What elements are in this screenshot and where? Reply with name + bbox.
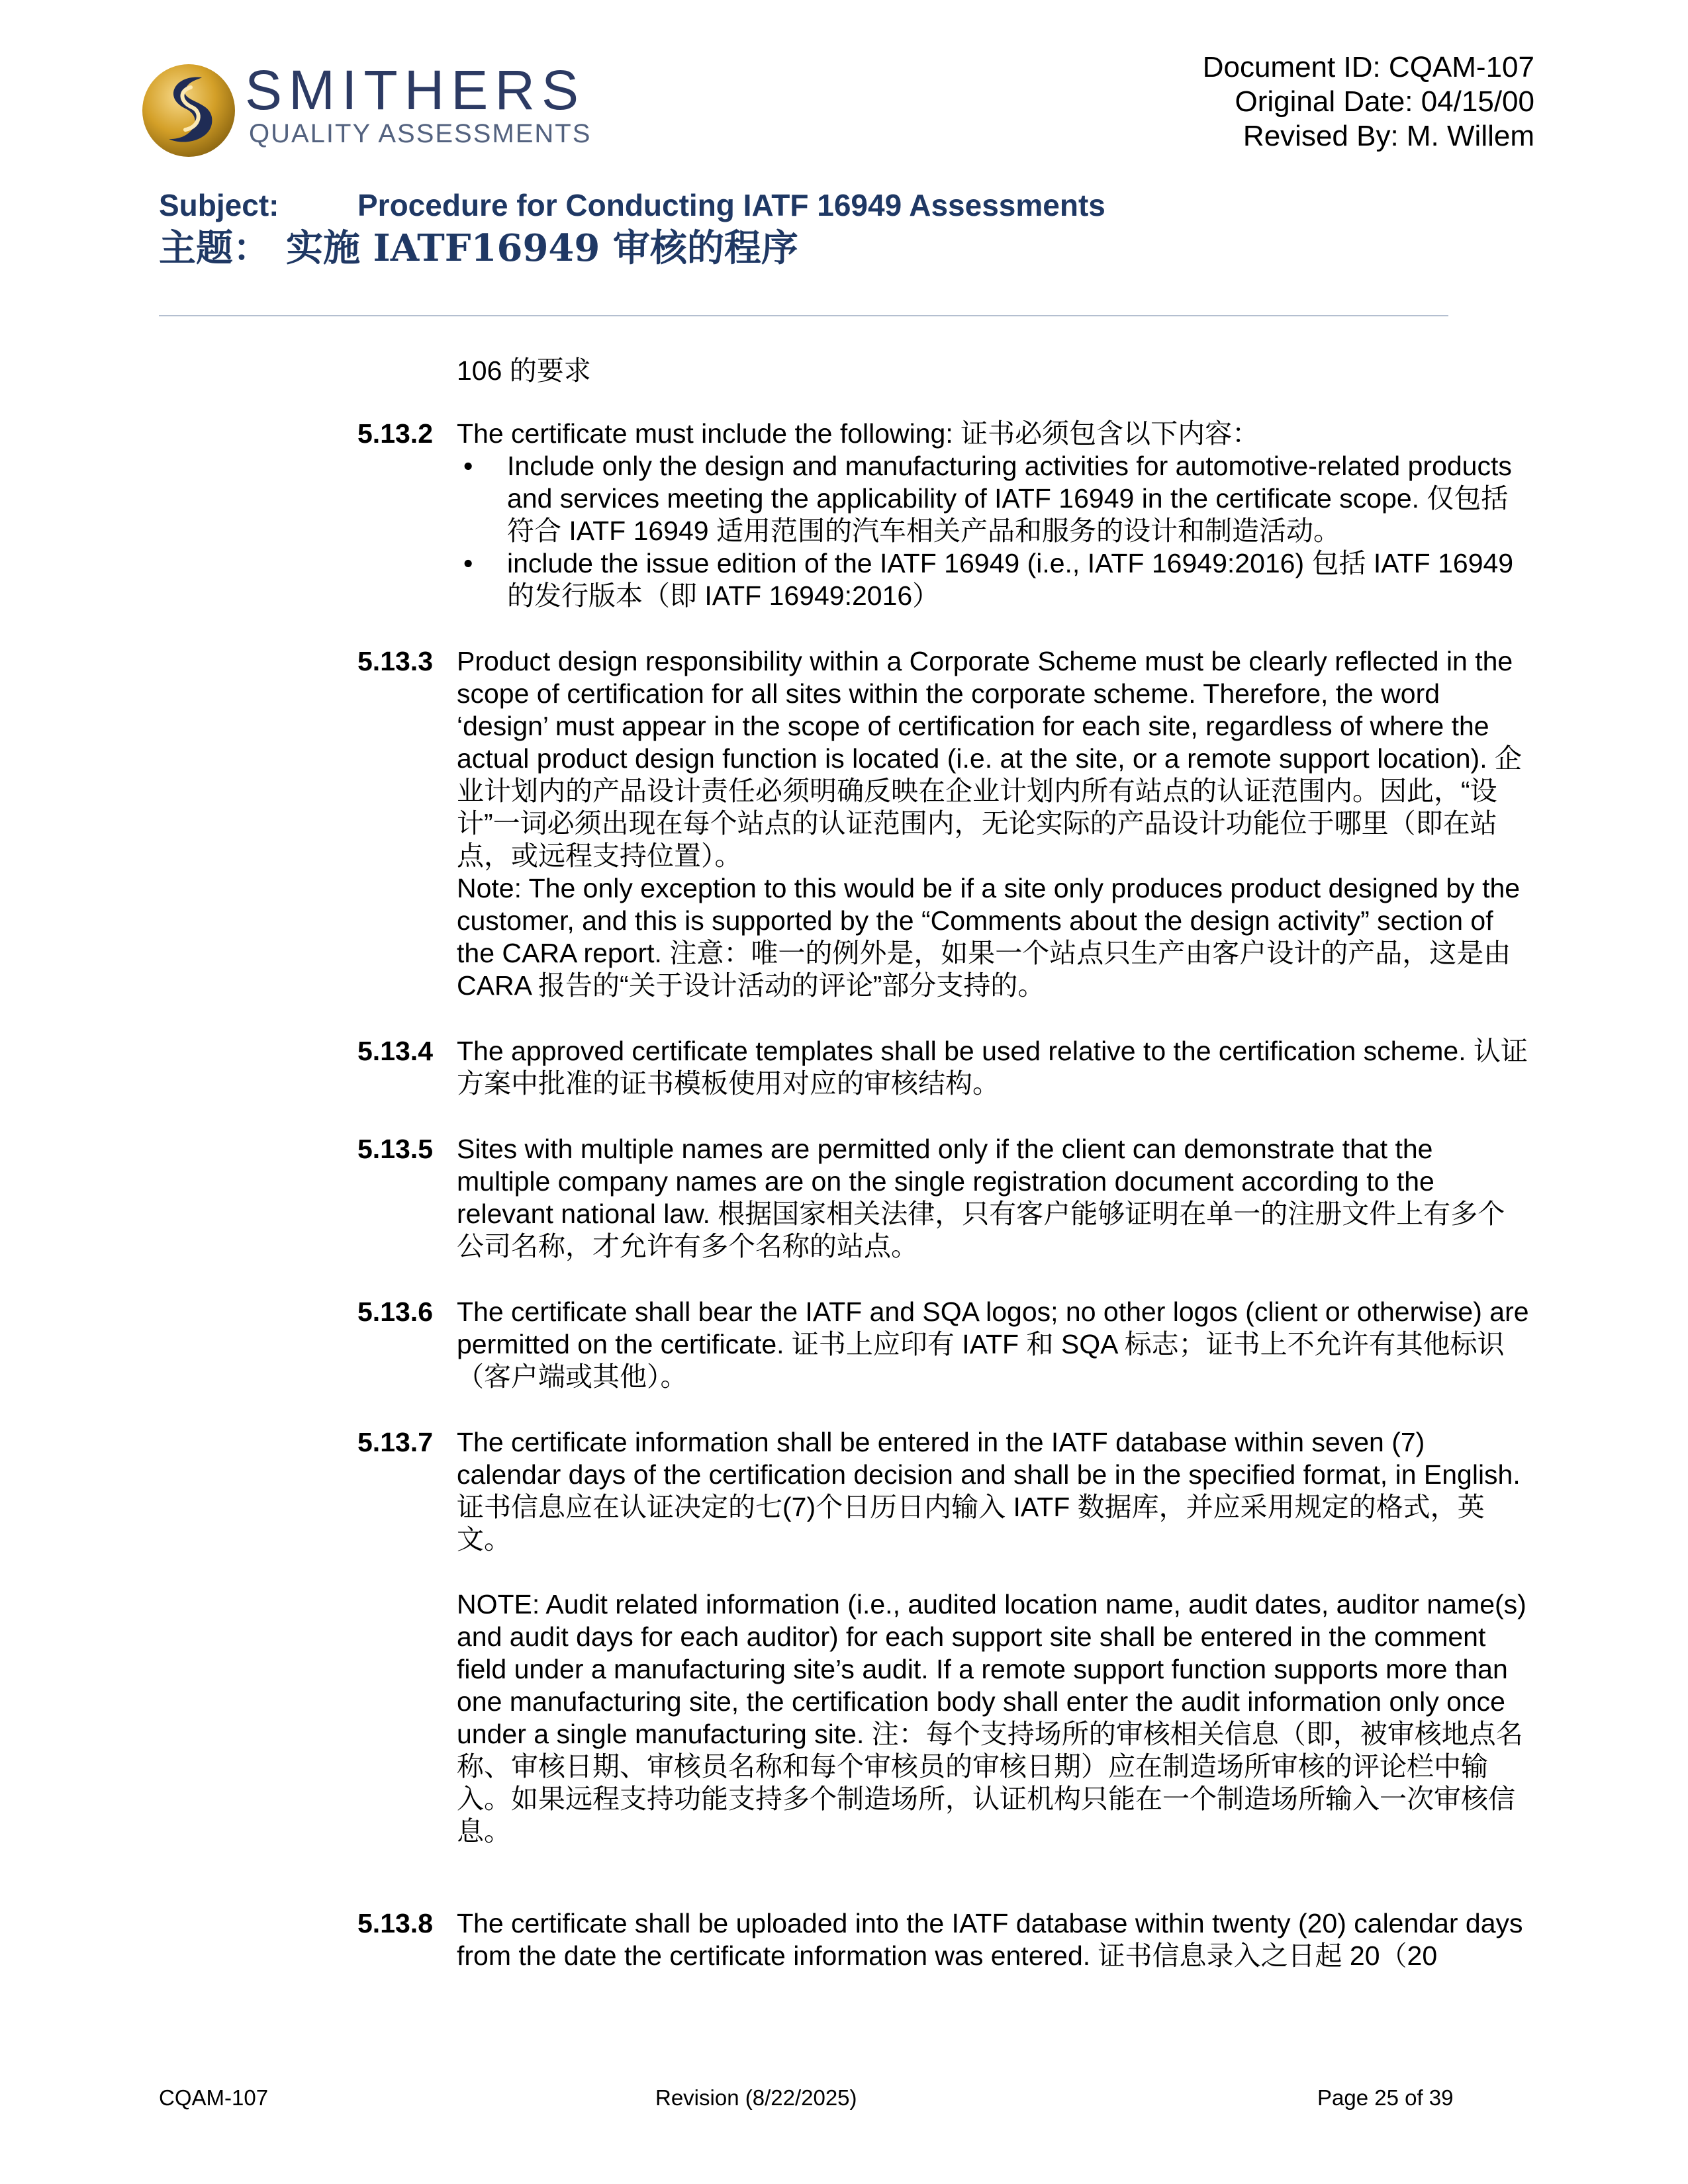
section-text: Sites with multiple names are permitted only if the client can demonstrate that the multiple company names are on the single registration document according to the relevant national law. 根据国家相关法律，只有客户能够证明在单一的注册文件上有多个公司名称，才允许有多个名称的站点。 xyxy=(457,1134,1505,1261)
document-id: Document ID: CQAM-107 xyxy=(1202,51,1534,83)
section-number: 5.13.8 xyxy=(357,1908,433,1938)
section-5-13-3 xyxy=(357,645,1529,1002)
section-5-13-5 xyxy=(357,1133,1529,1263)
section-number: 5.13.6 xyxy=(357,1297,433,1327)
subject-label: Subject: xyxy=(159,188,279,222)
footer-page-number: Page 25 of 39 xyxy=(1317,2085,1454,2110)
list-item: • include the issue edition of the IATF 16949 (i.e., IATF 16949:2016) 包括 IATF 16949 的发行版本（即 IATF 16949:2016） xyxy=(457,547,1529,612)
section-5-13-6 xyxy=(357,1296,1529,1393)
company-logo xyxy=(139,58,602,158)
footer-revision: Revision (8/22/2025) xyxy=(655,2085,857,2110)
section-number: 5.13.7 xyxy=(357,1427,433,1457)
continued-text: 106 的要求 xyxy=(457,355,591,386)
section-text: The approved certificate templates shall be used relative to the certification scheme. 认证方案中批准的证书模板使用对应的审核结构。 xyxy=(457,1036,1528,1099)
section-number: 5.13.4 xyxy=(357,1036,433,1066)
document-body xyxy=(159,355,1529,2005)
subject-title: Procedure for Conducting IATF 16949 Assessments xyxy=(357,188,1105,222)
document-meta xyxy=(1203,50,1534,154)
section-text: Product design responsibility within a Corporate Scheme must be clearly reflected in the scope of certification for all sites within the corporate scheme. Therefore, the word ‘design’ must appear in the scope of certification for each site, regardless of where the actual product design function is located (i.e. at the site, or a remote support location). 企业计划内的产品设计责任必须明确反映在企业计划内所有站点的认证范围内。因此，“设计”一词必须出现在每个站点的认证范围内，无论实际的产品设计功能位于哪里（即在站点，或远程支持位置）。 xyxy=(457,646,1522,871)
bullet-list xyxy=(457,450,1529,612)
section-text: The certificate must include the following: 证书必须包含以下内容： xyxy=(457,418,1260,449)
smithers-emblem-icon xyxy=(139,61,238,160)
subject-line xyxy=(159,187,1105,224)
section-note: NOTE: Audit related information (i.e., audited location name, audit dates, auditor name(s) and audit days for each auditor) for each support site shall be entered in the comment field under a manufacturing site’s audit. If a remote support function supports more than one manufacturing site, the certification body shall enter the audit information only once under a single manufacturing site. 注：每个支持场所的审核相关信息（即，被审核地点名称、审核日期、审核员名称和每个审核员的审核日期）应在制造场所审核的评论栏中输入。如果远程支持功能支持多个制造场所，认证机构只能在一个制造场所输入一次审核信息。 xyxy=(457,1589,1526,1846)
header-divider xyxy=(159,315,1448,316)
section-note: Note: The only exception to this would be if a site only produces product designed by the customer, and this is supported by the “Comments about the design activity” section of the CARA report. 注意：唯一的例外是，如果一个站点只生产由客户设计的产品，这是由 CARA 报告的“关于设计活动的评论”部分支持的。 xyxy=(457,873,1521,1001)
section-number: 5.13.5 xyxy=(357,1134,433,1164)
logo-wordmark: SMITHERS xyxy=(245,59,586,121)
original-date: Original Date: 04/15/00 xyxy=(1235,85,1534,118)
section-5-13-7 xyxy=(357,1426,1529,1848)
section-text: The certificate information shall be entered in the IATF database within seven (7) calendar days of the certification decision and shall be in the specified format, in English. 证书信息应在认证决定的七(7)个日历日内输入 IATF 数据库，并应采用规定的格式，英文。 xyxy=(457,1427,1521,1555)
list-item: • Include only the design and manufacturing activities for automotive-related products and services meeting the applicability of IATF 16949 in the certificate scope. 仅包括符合 IATF 16949 适用范围的汽车相关产品和服务的设计和制造活动。 xyxy=(457,450,1529,547)
footer-doc-id: CQAM-107 xyxy=(159,2085,269,2110)
revised-by: Revised By: M. Willem xyxy=(1243,120,1534,152)
section-5-13-4 xyxy=(357,1035,1529,1100)
section-text: The certificate shall be uploaded into the IATF database within twenty (20) calendar days from the date the certificate information was entered. 证书信息录入之日起 20（20 xyxy=(457,1908,1523,1971)
section-5-13-8 xyxy=(357,1907,1529,1972)
subject-title-cn: 实施 IATF16949 审核的程序 xyxy=(286,226,798,270)
logo-tagline: QUALITY ASSESSMENTS xyxy=(249,119,592,148)
section-5-13-2 xyxy=(357,418,1529,612)
subject-label-cn: 主题： xyxy=(159,226,270,270)
subject-line-cn xyxy=(159,225,798,271)
section-text: The certificate shall bear the IATF and SQA logos; no other logos (client or otherwise) are permitted on the certificate. 证书上应印有 IATF 和 SQA 标志；证书上不允许有其他标识（客户端或其他）。 xyxy=(457,1297,1529,1392)
section-number: 5.13.2 xyxy=(357,418,433,449)
section-number: 5.13.3 xyxy=(357,646,433,676)
